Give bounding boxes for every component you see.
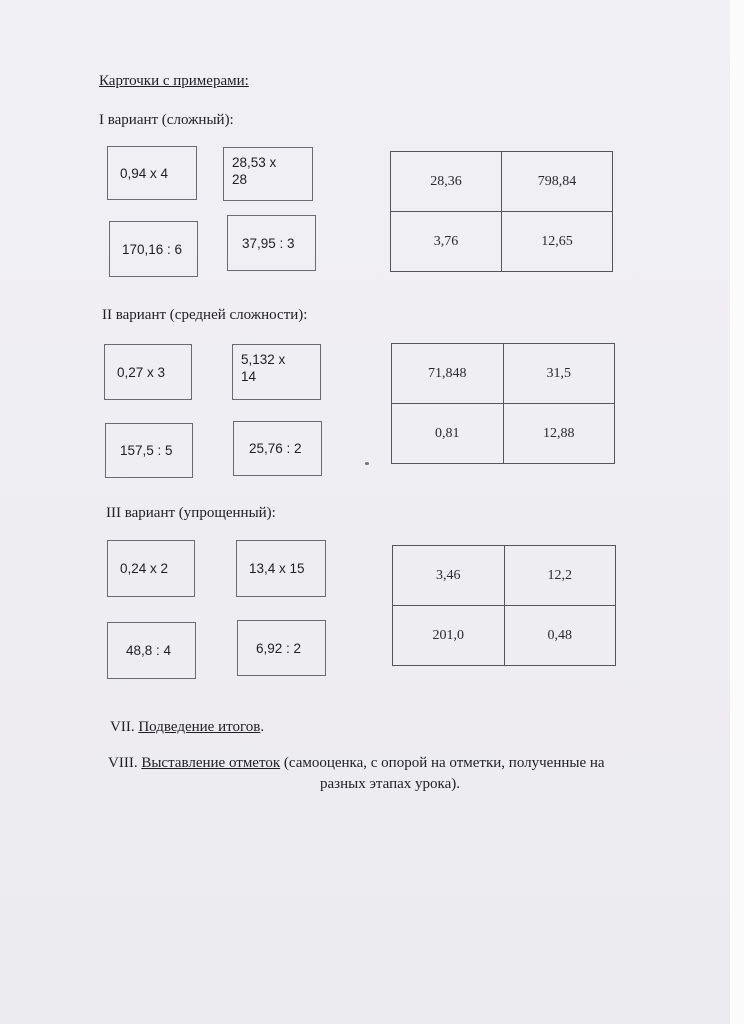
cards-heading: Карточки с примерами: [99, 73, 249, 89]
ink-speck [365, 462, 369, 465]
scan-edge [730, 0, 744, 1024]
answer-cell: 31,5 [503, 344, 615, 404]
answer-cell: 3,46 [393, 546, 505, 606]
item-viii-title: Выставление отметок [141, 755, 281, 771]
variant-1-card-2: 28,53 х 28 [223, 147, 313, 201]
variant-3-card-3: 48,8 : 4 [107, 622, 196, 679]
variant-1-card-1: 0,94 х 4 [107, 146, 197, 200]
answer-cell: 3,76 [391, 212, 502, 272]
item-viii-continuation: разных этапах урока). [320, 776, 460, 792]
answer-cell: 0,81 [392, 404, 504, 464]
answer-cell: 0,48 [504, 606, 616, 666]
answer-cell: 12,88 [503, 404, 615, 464]
variant-1-answers-table [390, 151, 613, 272]
answer-cell: 12,2 [504, 546, 616, 606]
variant-2-card-4: 25,76 : 2 [233, 421, 322, 476]
variant-3-answers-table [392, 545, 616, 666]
answer-cell: 12,65 [502, 212, 613, 272]
variant-3-card-4: 6,92 : 2 [237, 620, 326, 676]
variant-2-card-2: 5,132 х 14 [232, 344, 321, 400]
variant-1-card-4: 37,95 : 3 [227, 215, 316, 271]
variant-2-card-3: 157,5 : 5 [105, 423, 193, 478]
variant-2-title: II вариант (средней сложности): [102, 307, 308, 323]
item-viii-number: VIII. [108, 755, 138, 771]
answer-cell: 798,84 [502, 152, 613, 212]
variant-2-card-1: 0,27 х 3 [104, 344, 192, 400]
answer-cell: 28,36 [391, 152, 502, 212]
variant-2-answers-table [391, 343, 615, 464]
answer-cell: 71,848 [392, 344, 504, 404]
variant-3-card-1: 0,24 х 2 [107, 540, 195, 597]
variant-3-card-2: 13,4 х 15 [236, 540, 326, 597]
item-viii-text: (самооценка, с опорой на отметки, полученные на [283, 755, 605, 771]
answer-cell: 201,0 [393, 606, 505, 666]
item-vii-end: . [260, 719, 265, 735]
item-vii [110, 718, 264, 736]
variant-1-card-3: 170,16 : 6 [109, 221, 198, 277]
variant-3-title: III вариант (упрощенный): [106, 505, 276, 521]
item-vii-number: VII. [110, 719, 135, 735]
item-vii-title: Подведение итогов [138, 719, 261, 735]
variant-1-title: I вариант (сложный): [99, 112, 234, 128]
item-viii [108, 754, 605, 772]
